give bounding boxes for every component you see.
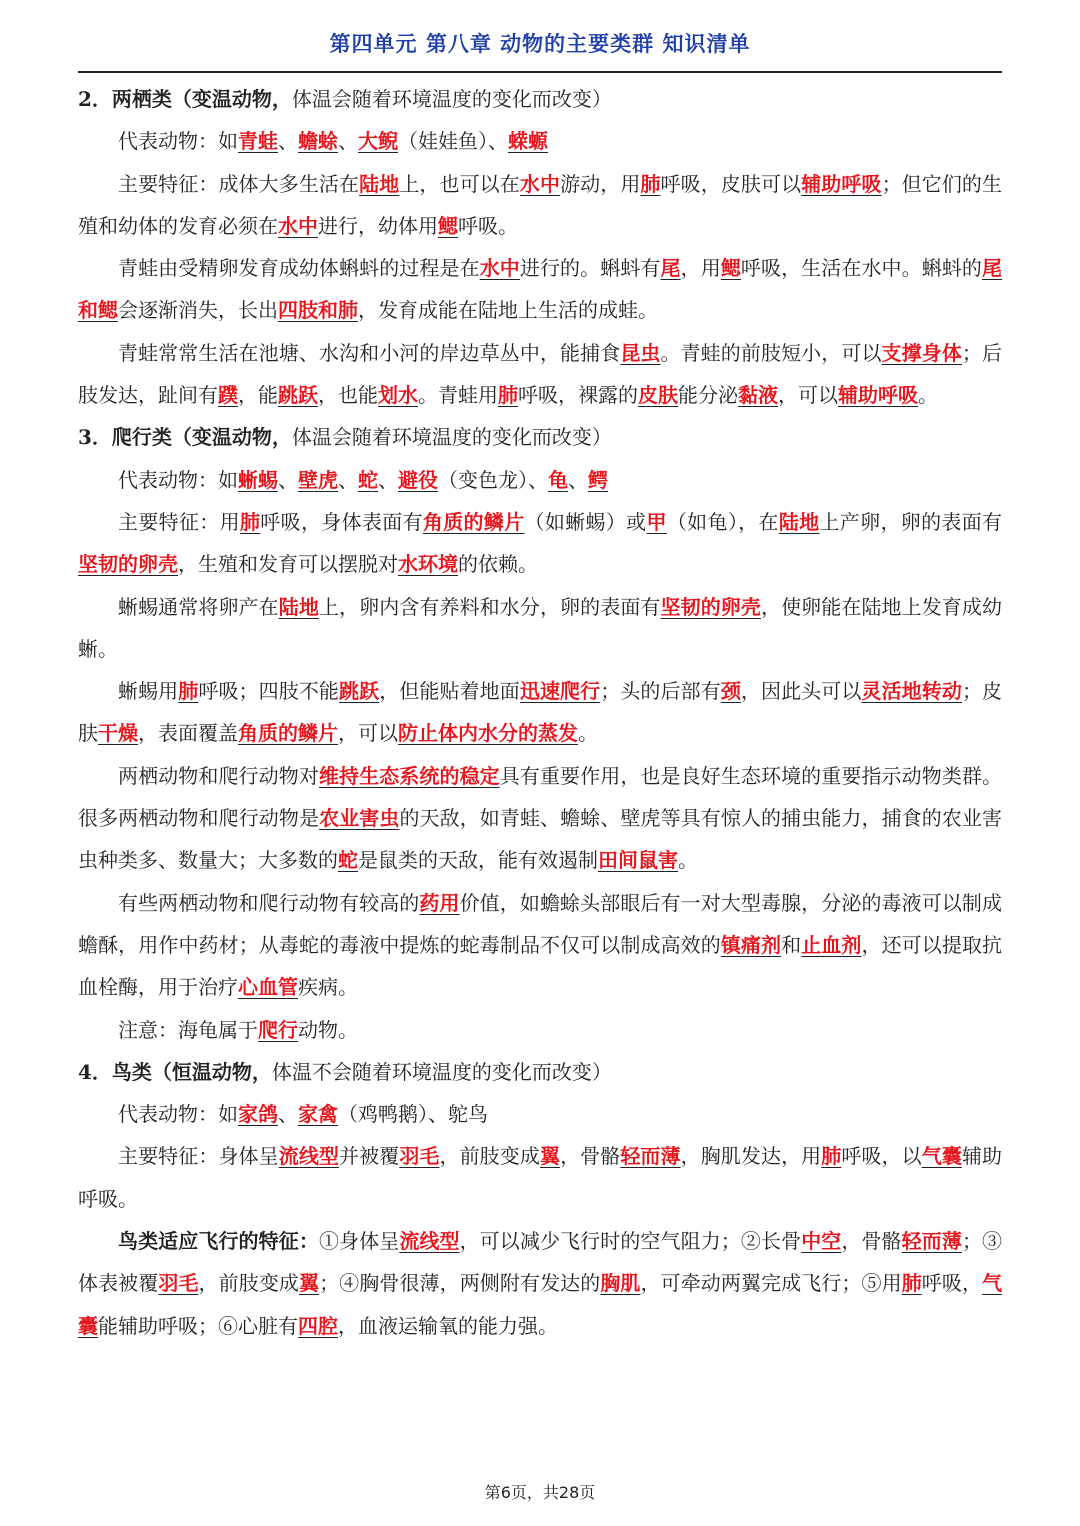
keyword: 蜥蜴 xyxy=(238,467,278,492)
keyword: 气囊 xyxy=(921,1144,962,1169)
keyword: 坚韧的卵壳 xyxy=(660,594,761,619)
body-text: 呼吸；四肢不能 xyxy=(198,679,340,704)
keyword: 中空 xyxy=(801,1229,842,1254)
keyword: 尾 xyxy=(660,256,681,281)
keyword: 水中 xyxy=(519,171,561,196)
body-text: ，生殖和发育可以摆脱对 xyxy=(178,552,398,577)
body-text: 进行的。蝌蚪有 xyxy=(519,256,661,281)
keyword: 坚韧的卵壳 xyxy=(78,552,178,577)
body-text: 蜥蜴通常将卵产在 xyxy=(118,594,279,619)
body-text: ，骨骼 xyxy=(841,1229,902,1254)
body-text: ；皮肤 xyxy=(78,679,1003,746)
keyword: 尾和鳃 xyxy=(78,256,1003,323)
keyword: 昆虫 xyxy=(620,340,661,365)
body-text: ，也能 xyxy=(318,383,378,408)
body-text: ；④胸骨很薄，两侧附有发达的 xyxy=(319,1271,601,1296)
keyword: 流线型 xyxy=(278,1144,340,1169)
body-text: 。 xyxy=(678,848,698,873)
representative-animals xyxy=(78,120,1002,162)
keyword: 鳃 xyxy=(438,213,458,238)
keyword: 农业害虫 xyxy=(319,806,400,831)
representative-animals xyxy=(78,1093,1002,1135)
keyword: 流线型 xyxy=(399,1229,460,1254)
keyword: 大鲵 xyxy=(358,129,398,154)
keyword: 迅速爬行 xyxy=(519,679,601,704)
body-text: ；③体表被覆 xyxy=(78,1229,1003,1296)
keyword: 灵活地转动 xyxy=(861,679,962,704)
keyword: 镇痛剂 xyxy=(720,932,782,957)
keyword: 蟾蜍 xyxy=(298,129,338,154)
body-text: 体温不会随着环境温度的变化而改变） xyxy=(271,1059,612,1084)
body-text: 呼吸， xyxy=(921,1271,983,1296)
keyword: 角质的鳞片 xyxy=(238,721,338,746)
body-text: 能辅助呼吸；⑥心脏有 xyxy=(98,1313,298,1338)
note xyxy=(78,1009,1002,1051)
keyword: 颈 xyxy=(720,679,741,704)
body-text: 呼吸，生活在水中。蝌蚪的 xyxy=(740,256,983,281)
body-text: 蜥蜴用 xyxy=(118,679,179,704)
keyword: 肺 xyxy=(178,679,199,704)
body-text: ，使卵能在陆地上发育成幼蜥。 xyxy=(78,594,1003,661)
body-text: 代表动物：如 xyxy=(118,467,238,492)
keyword: 鳄 xyxy=(588,467,608,492)
ecological-role xyxy=(78,755,1002,882)
body-text: ，血液运输氧的能力强。 xyxy=(338,1313,558,1338)
keyword: 翼 xyxy=(299,1271,320,1296)
body-text: （如龟），在 xyxy=(666,509,779,534)
keyword: 防止体内水分的蒸发 xyxy=(398,721,578,746)
body-text: 和 xyxy=(781,932,802,957)
keyword: 气囊 xyxy=(78,1271,1003,1338)
body-text: 进行，幼体用 xyxy=(318,213,438,238)
body-text: 呼吸，身体表面有 xyxy=(260,509,423,534)
heading-text: 2．两栖类（变温动物， xyxy=(78,87,292,111)
keyword: 陆地 xyxy=(278,594,319,619)
keyword: 爬行 xyxy=(258,1017,298,1042)
main-features xyxy=(78,501,1002,586)
body-text: 主要特征：成体大多生活在 xyxy=(118,171,360,196)
body-text: ；后肢发达，趾间有 xyxy=(78,340,1003,408)
body-text: ，还可以提取抗血栓酶，用于治疗 xyxy=(78,932,1003,1000)
keyword: 干燥 xyxy=(98,721,138,746)
body-text: ，骨骼 xyxy=(560,1144,621,1169)
keyword: 四肢和肺 xyxy=(278,298,358,323)
body-text: 、 xyxy=(568,467,588,492)
keyword: 蹼 xyxy=(218,383,238,408)
body-text: 呼吸，皮肤可以 xyxy=(660,171,802,196)
keyword: 家禽 xyxy=(298,1102,338,1127)
body-text: ，可以 xyxy=(778,383,838,408)
body-text: ，前肢变成 xyxy=(198,1271,299,1296)
medicinal-value xyxy=(78,882,1002,1009)
body-text: 并被覆 xyxy=(339,1144,400,1169)
body-text: ，发育成能在陆地上生活的成蛙。 xyxy=(358,298,658,323)
keyword: 甲 xyxy=(646,509,667,534)
body-text: ，前肢变成 xyxy=(439,1144,540,1169)
body-text: ，可以 xyxy=(338,721,398,746)
keyword: 龟 xyxy=(548,467,568,492)
body-text: 。青蛙用 xyxy=(418,383,498,408)
body-text: 代表动物：如 xyxy=(118,129,238,154)
body-text: 、 xyxy=(378,467,398,492)
keyword: 水中 xyxy=(479,256,520,281)
body-text: 青蛙由受精卵发育成幼体蝌蚪的过程是在 xyxy=(118,256,480,281)
keyword: 划水 xyxy=(378,383,418,408)
keyword: 蛇 xyxy=(338,848,358,873)
body-text: ，但能贴着地面 xyxy=(379,679,520,704)
page-number: 第6页，共28页 xyxy=(484,1483,596,1502)
body-text: 主要特征：身体呈 xyxy=(118,1144,279,1169)
heading-text: 4．鸟类（恒温动物， xyxy=(78,1059,272,1084)
body-text: 体温会随着环境温度的变化而改变） xyxy=(291,87,612,111)
body-text: ，可以减少飞行时的空气阻力；②长骨 xyxy=(459,1229,802,1254)
keyword: 壁虎 xyxy=(298,467,338,492)
body-text: 动物。 xyxy=(298,1017,358,1042)
keyword: 维持生态系统的稳定 xyxy=(318,763,500,788)
body-text: 上，卵内含有养料和水分，卵的表面有 xyxy=(318,594,661,619)
body-text: （变色龙）、 xyxy=(438,467,548,492)
heading-text: 3．爬行类（变温动物， xyxy=(78,425,292,450)
keyword: 跳跃 xyxy=(278,383,318,408)
keyword: 避役 xyxy=(398,467,438,492)
keyword: 黏液 xyxy=(738,383,778,408)
keyword: 羽毛 xyxy=(158,1271,199,1296)
body-text: ①身体呈 xyxy=(318,1229,400,1254)
keyword: 陆地 xyxy=(359,171,400,196)
lizard-features xyxy=(78,670,1002,755)
keyword: 蝾螈 xyxy=(508,129,548,154)
keyword: 蛇 xyxy=(358,467,378,492)
body-text: （鸡鸭鹅）、鸵鸟 xyxy=(338,1102,488,1127)
body-text: 、 xyxy=(338,467,358,492)
body-text: 价值，如蟾蜍头部眼后有一对大型毒腺，分泌的毒液可以制成蟾酥，用作中药材；从毒蛇的毒液中提炼的蛇毒制品不仅可以制成高效的 xyxy=(78,890,1003,957)
keyword: 止血剂 xyxy=(801,932,862,957)
main-features xyxy=(78,1135,1002,1220)
keyword: 羽毛 xyxy=(399,1144,440,1169)
keyword: 肺 xyxy=(498,383,518,408)
body-text: ，因此头可以 xyxy=(740,679,862,704)
body-text: 、 xyxy=(278,467,298,492)
body-text: 的依赖。 xyxy=(458,552,538,577)
lizard-eggs xyxy=(78,586,1002,671)
body-text: 游动，用 xyxy=(560,171,641,196)
main-features xyxy=(78,163,1002,248)
page-title: 第四单元 第八章 动物的主要类群 知识清单 xyxy=(329,32,751,56)
body-text: 代表动物：如 xyxy=(118,1102,238,1127)
keyword: 轻而薄 xyxy=(620,1144,681,1169)
keyword: 角质的鳞片 xyxy=(422,509,525,534)
body-text: 。青蛙的前肢短小，可以 xyxy=(660,340,882,365)
keyword: 心血管 xyxy=(238,975,298,1000)
body-text: 的天敌，如青蛙、蟾蜍、壁虎等具有惊人的捕虫能力，捕食的农业害虫种类多、数量大；大多数的 xyxy=(78,806,1003,873)
body-text: 体温会随着环境温度的变化而改变） xyxy=(291,425,612,450)
body-text: ；但它们的生殖和幼体的发育必须在 xyxy=(78,171,1003,238)
body-text: 、 xyxy=(278,1102,298,1127)
body-text: 注意：海龟属于 xyxy=(118,1017,258,1042)
body-text: 上产卵，卵的表面有 xyxy=(819,509,1003,534)
keyword: 青蛙 xyxy=(238,129,278,154)
keyword: 四腔 xyxy=(298,1313,338,1338)
body-text: 、 xyxy=(278,129,298,154)
section-heading-reptiles xyxy=(78,416,1002,458)
keyword: 跳跃 xyxy=(339,679,380,704)
body-text: 能分泌 xyxy=(678,383,738,408)
keyword: 胸肌 xyxy=(600,1271,641,1296)
keyword: 轻而薄 xyxy=(901,1229,962,1254)
body-text: 两栖动物和爬行动物对 xyxy=(118,763,319,788)
body-text: （如蜥蜴）或 xyxy=(524,509,647,534)
body-text: 是鼠类的天敌，能有效遏制 xyxy=(358,848,598,873)
body-text: 呼吸，裸露的 xyxy=(518,383,638,408)
body-text: 上，也可以在 xyxy=(399,171,520,196)
body-text: 会逐渐消失，长出 xyxy=(118,298,278,323)
body-text: ，胸肌发达，用 xyxy=(680,1144,822,1169)
keyword: 药用 xyxy=(419,890,460,915)
frog-habitat xyxy=(78,332,1002,417)
keyword: 田间鼠害 xyxy=(598,848,678,873)
body-text: 疾病。 xyxy=(298,975,358,1000)
body-text: 。 xyxy=(578,721,598,746)
body-text: ，表面覆盖 xyxy=(138,721,238,746)
body-text: ，可牵动两翼完成飞行；⑤用 xyxy=(640,1271,902,1296)
body-text: （娃娃鱼）、 xyxy=(398,129,508,154)
body-text: 辅助呼吸。 xyxy=(78,1144,1003,1211)
keyword: 陆地 xyxy=(778,509,820,534)
keyword: 辅助呼吸 xyxy=(838,383,918,408)
keyword: 家鸽 xyxy=(238,1102,278,1127)
body-text: 。 xyxy=(918,383,938,408)
frog-development xyxy=(78,247,1002,332)
keyword: 辅助呼吸 xyxy=(801,171,882,196)
keyword: 支撑身体 xyxy=(881,340,962,365)
body-text: 呼吸。 xyxy=(458,213,518,238)
keyword: 肺 xyxy=(901,1271,922,1296)
body-text: ；头的后部有 xyxy=(600,679,721,704)
flight-adaptations xyxy=(78,1220,1002,1347)
body-text: ，用 xyxy=(680,256,721,281)
document-body xyxy=(78,78,1002,1347)
bold-label: 鸟类适应飞行的特征： xyxy=(118,1229,319,1254)
body-text: 主要特征：用 xyxy=(118,509,240,534)
keyword: 水环境 xyxy=(398,552,458,577)
keyword: 翼 xyxy=(539,1144,561,1169)
body-text: ，能 xyxy=(238,383,278,408)
body-text: 、 xyxy=(338,129,358,154)
keyword: 皮肤 xyxy=(638,383,678,408)
keyword: 肺 xyxy=(239,509,261,534)
section-heading-birds xyxy=(78,1051,1002,1093)
header-divider xyxy=(78,71,1002,73)
body-text: 呼吸，以 xyxy=(841,1144,922,1169)
keyword: 肺 xyxy=(640,171,661,196)
keyword: 肺 xyxy=(821,1144,842,1169)
section-heading-amphibians xyxy=(78,78,1002,120)
body-text: 具有重要作用，也是良好生态环境的重要指示动物类群。很多两栖动物和爬行动物是 xyxy=(78,763,1003,831)
keyword: 鳃 xyxy=(720,256,741,281)
body-text: 有些两栖动物和爬行动物有较高的 xyxy=(118,890,420,915)
keyword: 水中 xyxy=(278,213,318,238)
body-text: 青蛙常常生活在池塘、水沟和小河的岸边草丛中，能捕食 xyxy=(118,340,621,365)
representative-animals xyxy=(78,459,1002,501)
